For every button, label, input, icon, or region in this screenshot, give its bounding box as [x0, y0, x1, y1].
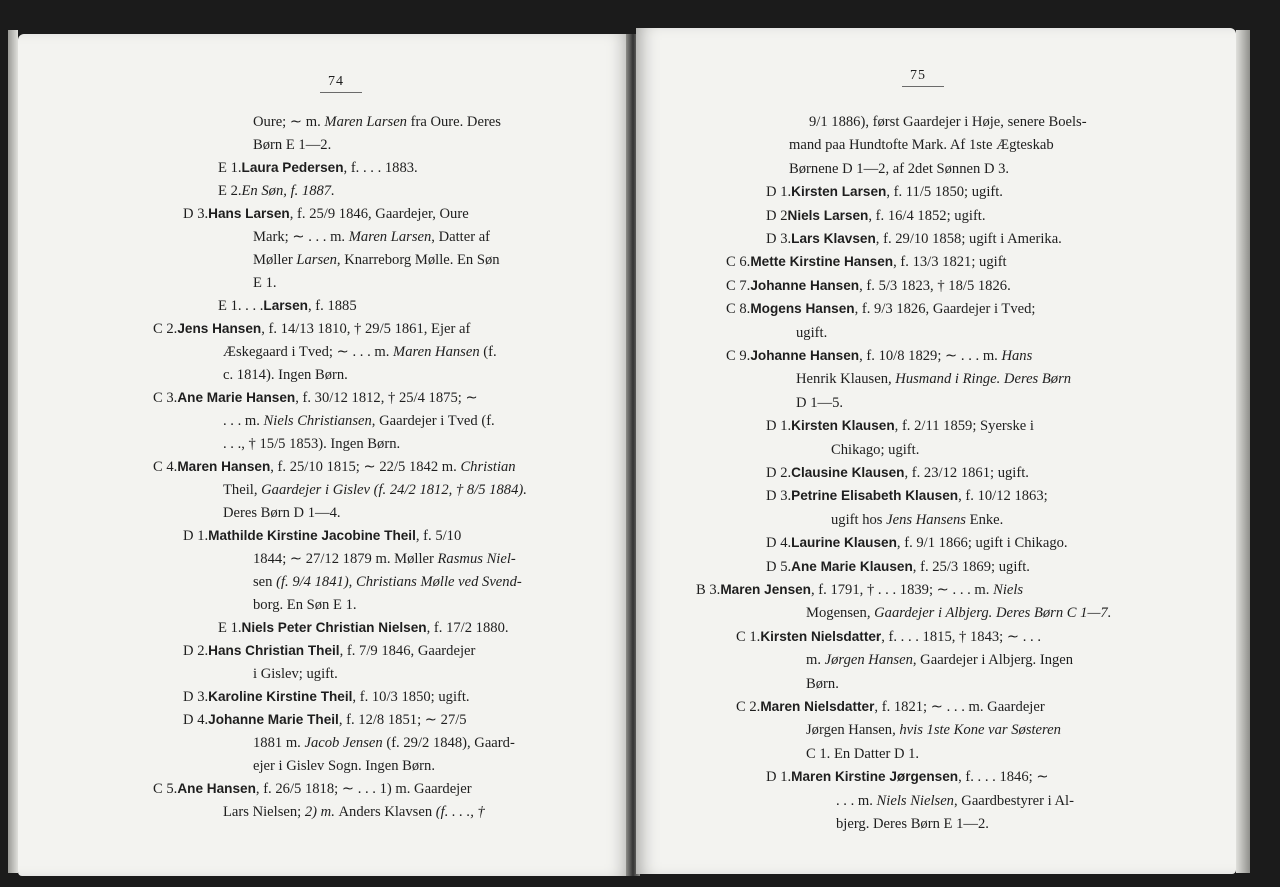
running-text: , Gaardejer i Tved (f.	[371, 413, 495, 429]
entry-label: D 1.	[766, 418, 792, 435]
running-text: m.	[806, 652, 825, 669]
running-text: , f. 30/12 1812, † 25/4 1875; ∼	[295, 390, 478, 406]
left-text-line	[223, 434, 400, 454]
right-page	[636, 28, 1236, 874]
person-name: Ane Marie Hansen	[177, 390, 296, 405]
right-text-line	[726, 276, 1011, 296]
left-text-line	[218, 181, 335, 201]
left-text-line	[183, 641, 475, 661]
right-text-line	[836, 791, 1074, 811]
running-text: Æskegaard i Tved; ∼ . . . m.	[223, 344, 394, 360]
spouse-name: (f. . . ., †	[432, 804, 485, 820]
running-text: c. 1814). Ingen Børn.	[223, 367, 348, 383]
right-text-line	[726, 252, 1007, 272]
entry-label: D 1.	[183, 528, 209, 544]
right-text-line	[766, 416, 1034, 436]
spouse-name: Hans	[1001, 348, 1033, 364]
person-name: Niels Larsen	[787, 207, 869, 223]
running-text: , f. 25/10 1815; ∼ 22/5 1842 m.	[270, 459, 461, 475]
spouse-name: Jørgen Hansen	[824, 652, 913, 669]
page-number-left: 74	[328, 74, 344, 89]
person-name: Mathilde Kirstine Jacobine Theil	[208, 528, 416, 543]
spouse-name: Niels	[993, 582, 1024, 598]
running-text: D 1—5.	[796, 394, 844, 411]
person-name: Maren Hansen	[177, 459, 271, 474]
page-number-right: 75	[910, 68, 926, 83]
person-name: Kirsten Larsen	[791, 184, 887, 200]
right-text-line	[696, 580, 1023, 600]
running-text: , f. 1821; ∼ . . . m. Gaardejer	[874, 699, 1045, 715]
running-text: . . . m.	[836, 792, 877, 809]
running-text: , f. 10/8 1829; ∼ . . . m.	[859, 348, 1002, 364]
entry-label: C 2.	[153, 321, 178, 337]
right-text-line	[796, 369, 1071, 389]
running-text: , f. 16/4 1852; ugift.	[868, 207, 986, 224]
spouse-name: Rasmus Niel-	[437, 551, 516, 567]
person-name: Maren Jensen	[720, 582, 811, 597]
left-text-line	[153, 319, 470, 339]
left-text-line	[253, 273, 277, 293]
running-text: , f. 29/10 1858; ugift i Amerika.	[875, 231, 1062, 247]
running-text: Møller	[253, 252, 297, 268]
spouse-name: , hvis 1ste Kone var Søsteren	[892, 722, 1061, 739]
person-name: Hans Christian Theil	[208, 643, 340, 658]
left-text-line	[218, 296, 357, 316]
person-name: Maren Nielsdatter	[760, 699, 875, 714]
left-text-line	[253, 250, 500, 270]
running-text: (f. 29/2 1848), Gaard-	[382, 735, 515, 751]
right-text-line	[766, 557, 1030, 577]
running-text: , f. . . . 1883.	[343, 160, 418, 176]
left-text-line	[253, 664, 338, 684]
spouse-name: Niels Christiansen	[263, 413, 372, 429]
entry-label: E 1.	[218, 620, 242, 636]
running-text: Mark; ∼ . . . m.	[253, 229, 349, 245]
entry-label: C 7.	[726, 277, 751, 294]
right-text-line	[789, 135, 1054, 155]
running-text: . . ., † 15/5 1853). Ingen Børn.	[223, 436, 401, 452]
running-text: 1844; ∼ 27/12 1879 m. Møller	[253, 551, 438, 567]
book-edge-left	[8, 30, 18, 873]
entry-label: D 2.	[183, 643, 209, 659]
person-name: Jens Hansen	[177, 321, 262, 336]
person-name: Clausine Klausen	[791, 465, 905, 480]
running-text: (f.	[479, 344, 497, 360]
left-text-line	[253, 549, 516, 569]
person-name: Karoline Kirstine Theil	[208, 689, 353, 704]
running-text: Børn E 1—2.	[253, 137, 332, 153]
entry-label: C 6.	[726, 254, 751, 271]
left-text-line	[223, 365, 348, 385]
running-text: , f. 5/10	[415, 528, 462, 544]
spouse-name: , Gaardejer i Albjerg. Deres Børn C 1—7.	[866, 605, 1112, 622]
entry-label: C 1.	[736, 628, 761, 645]
entry-label: D 2.	[766, 465, 792, 481]
running-text: , Gaardejer i Albjerg. Ingen	[912, 652, 1074, 669]
running-text: Lars Nielsen;	[223, 804, 302, 820]
spouse-name: Maren Larsen	[324, 114, 407, 130]
left-text-line	[253, 572, 522, 592]
spouse-name: (f. 9/4 1841), Christians Mølle ved Svend-	[272, 574, 522, 590]
running-text: ugift hos	[831, 511, 887, 528]
right-text-line	[766, 533, 1068, 553]
person-name: Johanne Hansen	[750, 277, 860, 293]
person-name: Kirsten Nielsdatter	[760, 628, 882, 644]
running-text: , Gaardbestyrer i Al-	[953, 792, 1074, 809]
right-text-line	[796, 323, 827, 343]
spouse-name: Jacob Jensen	[304, 735, 383, 751]
running-text: , f. 5/3 1823, † 18/5 1826.	[859, 277, 1011, 294]
spouse-name: 2) m.	[301, 804, 339, 820]
person-name: Niels Peter Christian Nielsen	[241, 620, 427, 635]
running-text: E 1.	[253, 275, 277, 291]
left-text-line	[153, 388, 478, 408]
running-text: sen	[253, 574, 273, 590]
running-text: , f. 13/3 1821; ugift	[893, 254, 1007, 271]
running-text: , f. 14/13 1810, † 29/5 1861, Ejer af	[261, 321, 471, 337]
person-name: Ane Marie Klausen	[791, 558, 913, 574]
running-text: Jørgen Hansen	[806, 722, 893, 739]
right-text-line	[766, 767, 1049, 787]
entry-label: C 4.	[153, 459, 178, 475]
right-text-line	[736, 697, 1045, 717]
right-text-line	[806, 650, 1073, 670]
right-text-line	[809, 112, 1087, 132]
running-text: , f. 2/11 1859; Syerske i	[894, 418, 1034, 435]
entry-label: C 2.	[736, 699, 761, 715]
spouse-name: Larsen	[296, 252, 337, 268]
right-text-line	[796, 393, 843, 413]
left-text-line	[253, 733, 515, 753]
entry-label: D 3.	[766, 231, 792, 247]
left-text-line	[253, 112, 501, 132]
running-text: , f. 25/9 1846, Gaardejer, Oure	[289, 206, 469, 222]
left-text-line	[153, 457, 516, 477]
left-text-line	[223, 802, 485, 822]
right-text-line	[806, 674, 839, 694]
running-text: Mogensen	[806, 605, 867, 622]
left-text-line	[218, 158, 418, 178]
page-number-rule-left	[320, 92, 362, 93]
running-text: , f. 10/12 1863;	[958, 488, 1048, 505]
person-name: Johanne Marie Theil	[208, 712, 339, 727]
running-text: , f. 25/3 1869; ugift.	[912, 558, 1030, 575]
person-name: Petrine Elisabeth Klausen	[791, 488, 959, 504]
left-text-line	[253, 227, 490, 247]
entry-label: D 3.	[183, 206, 209, 222]
right-text-line	[766, 486, 1048, 506]
running-text: , f. . . . 1846; ∼	[958, 769, 1049, 786]
running-text: ejer i Gislev Sogn. Ingen Børn.	[253, 758, 435, 774]
right-text-line	[831, 510, 1003, 530]
spouse-name: , Gaardejer i Gislev (f. 24/2 1812, † 8/5 1884).	[253, 482, 527, 498]
running-text: , f. 9/3 1826, Gaardejer i Tved;	[854, 301, 1036, 318]
person-name: Maren Kirstine Jørgensen	[791, 769, 959, 785]
running-text: , f. 7/9 1846, Gaardejer	[339, 643, 476, 659]
running-text: 9/1 1886), først Gaardejer i Høje, senere Boels-	[809, 114, 1087, 130]
left-text-line	[253, 135, 331, 155]
person-name: Laura Pedersen	[241, 160, 344, 175]
left-text-line	[223, 342, 497, 362]
left-text-line	[183, 204, 469, 224]
running-text: , Datter af	[431, 229, 491, 245]
running-text: . . . m.	[223, 413, 264, 429]
entry-label: E 1.	[218, 160, 242, 176]
spouse-name: Niels Nielsen	[876, 792, 954, 809]
book-edge-right	[1236, 30, 1250, 873]
person-name: Mogens Hansen	[750, 301, 855, 317]
right-text-line	[806, 603, 1111, 623]
spouse-name: Maren Hansen	[393, 344, 480, 360]
running-text: , f. 11/5 1850; ugift.	[886, 184, 1003, 201]
running-text: fra Oure. Deres	[406, 114, 501, 130]
running-text: mand paa Hundtofte Mark. Af 1ste Ægteskab	[789, 137, 1054, 154]
entry-label: C 3.	[153, 390, 178, 406]
entry-label: D 1.	[766, 769, 792, 786]
entry-label: C 5.	[153, 781, 178, 797]
left-text-line	[218, 618, 509, 638]
right-text-line	[806, 744, 919, 764]
spouse-name: Jens Hansens	[886, 511, 966, 528]
running-text: Deres Børn D 1—4.	[223, 505, 341, 521]
running-text: , f. 10/3 1850; ugift.	[352, 689, 470, 705]
running-text: Børnene D 1—2, af 2det Sønnen D 3.	[789, 160, 1010, 177]
running-text: Oure; ∼ m.	[253, 114, 325, 130]
right-text-line	[766, 229, 1062, 249]
person-name: Kirsten Klausen	[791, 418, 895, 434]
right-text-line	[831, 440, 919, 460]
entry-label: D 5.	[766, 558, 792, 575]
entry-label: D 3.	[183, 689, 209, 705]
running-text: ugift.	[796, 324, 828, 341]
right-text-line	[766, 182, 1003, 202]
running-text: C 1. En Datter D 1.	[806, 745, 920, 762]
left-page	[18, 34, 630, 876]
running-text: Enke.	[966, 511, 1004, 528]
right-text-line	[766, 206, 986, 226]
running-text: , Knarreborg Mølle. En Søn	[336, 252, 500, 268]
entry-label: D 3.	[766, 488, 792, 505]
running-text: , f. 12/8 1851; ∼ 27/5	[338, 712, 467, 728]
person-name: Hans Larsen	[208, 206, 290, 221]
running-text: borg. En Søn E 1.	[253, 597, 357, 613]
running-text: , f. 1791, † . . . 1839; ∼ . . . m.	[811, 582, 994, 598]
running-text: , f. 23/12 1861; ugift.	[904, 465, 1029, 481]
running-text: , f. 17/2 1880.	[426, 620, 509, 636]
person-name: Mette Kirstine Hansen	[750, 254, 894, 270]
running-text: , f. . . . 1815, † 1843; ∼ . . .	[881, 628, 1041, 645]
right-text-line	[726, 346, 1032, 366]
left-text-line	[183, 526, 461, 546]
running-text: Børn.	[806, 675, 839, 692]
left-text-line	[223, 503, 341, 523]
left-text-line	[223, 411, 495, 431]
right-text-line	[736, 627, 1041, 647]
person-name: Ane Hansen	[177, 781, 256, 796]
left-text-line	[253, 756, 435, 776]
person-name: Laurine Klausen	[791, 535, 897, 551]
running-text: Henrik Klausen	[796, 371, 888, 388]
running-text: Chikago; ugift.	[831, 441, 920, 458]
entry-label: D 4.	[766, 535, 792, 552]
entry-label: D 1.	[766, 184, 792, 201]
running-text: , f. 26/5 1818; ∼ . . . 1) m. Gaardejer	[255, 781, 472, 797]
entry-label: C 9.	[726, 348, 751, 364]
running-text: , f. 1885	[307, 298, 357, 314]
running-text: bjerg. Deres Børn E 1—2.	[836, 816, 989, 832]
person-name: Lars Klavsen	[791, 231, 876, 246]
entry-label: E 1. . . .	[218, 298, 264, 314]
left-text-line	[223, 480, 527, 500]
right-text-line	[766, 463, 1029, 483]
running-text: 1881 m.	[253, 735, 305, 751]
left-text-line	[183, 710, 467, 730]
entry-label: B 3.	[696, 582, 721, 598]
person-name: Larsen	[263, 298, 308, 313]
running-text: Theil	[223, 482, 254, 498]
left-text-line	[183, 687, 470, 707]
right-text-line	[789, 159, 1009, 179]
entry-label: D 2	[766, 207, 788, 224]
spouse-name: , Husmand i Ringe. Deres Børn	[888, 371, 1072, 388]
running-text: , f. 9/1 1866; ugift i Chikago.	[896, 535, 1068, 552]
spouse-name: En Søn, f. 1887.	[241, 183, 335, 199]
running-text: Anders Klavsen	[338, 804, 433, 820]
right-text-line	[726, 299, 1035, 319]
left-text-line	[153, 779, 472, 799]
running-text: i Gislev; ugift.	[253, 666, 338, 682]
entry-label: D 4.	[183, 712, 209, 728]
entry-label: E 2.	[218, 183, 242, 199]
entry-label: C 8.	[726, 301, 751, 318]
spouse-name: Christian	[460, 459, 516, 475]
page-number-rule-right	[902, 86, 944, 87]
right-text-line	[806, 720, 1061, 740]
right-text-line	[836, 814, 989, 834]
person-name: Johanne Hansen	[750, 348, 860, 363]
spouse-name: Maren Larsen	[348, 229, 432, 245]
left-text-line	[253, 595, 357, 615]
